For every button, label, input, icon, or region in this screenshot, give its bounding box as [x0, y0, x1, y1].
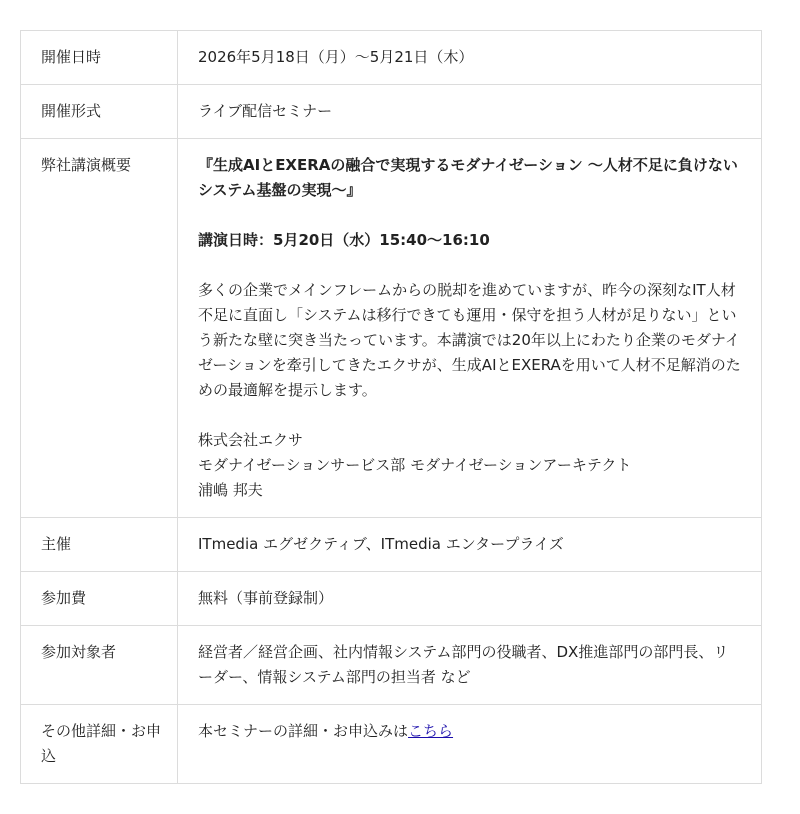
event-info-table — [20, 30, 762, 784]
table-row — [21, 518, 762, 572]
table-row — [21, 139, 762, 518]
session-title: 『生成AIとEXERAの融合で実現するモダナイゼーション 〜人材不足に負けないシステム基盤の実現〜』 — [198, 156, 738, 199]
row-value-format: ライブ配信セミナー — [178, 85, 762, 139]
spacer — [198, 253, 741, 278]
speaker-name: 浦嶋 邦夫 — [198, 481, 263, 499]
spacer — [198, 203, 741, 228]
row-label-organizer: 主催 — [21, 518, 178, 572]
row-value-fee: 無料（事前登録制） — [178, 572, 762, 626]
table-row — [21, 31, 762, 85]
table-row — [21, 572, 762, 626]
row-label-format: 開催形式 — [21, 85, 178, 139]
details-link[interactable]: こちら — [408, 722, 454, 740]
row-value-date: 2026年5月18日（月）〜5月21日（木） — [178, 31, 762, 85]
row-label-session-overview: 弊社講演概要 — [21, 139, 178, 518]
spacer — [198, 403, 741, 428]
event-info-container — [20, 30, 762, 784]
row-label-fee: 参加費 — [21, 572, 178, 626]
row-value-session-overview — [178, 139, 762, 518]
row-value-audience: 経営者／経営企画、社内情報システム部門の役職者、DX推進部門の部門長、リーダー、情報システム部門の担当者 など — [178, 626, 762, 705]
table-row — [21, 85, 762, 139]
row-label-details: その他詳細・お申込 — [21, 705, 178, 784]
speaker-department: モダナイゼーションサービス部 モダナイゼーションアーキテクト — [198, 456, 632, 474]
table-row — [21, 705, 762, 784]
row-value-organizer: ITmedia エグゼクティブ、ITmedia エンタープライズ — [178, 518, 762, 572]
speaker-company: 株式会社エクサ — [198, 431, 304, 449]
row-label-audience: 参加対象者 — [21, 626, 178, 705]
table-row — [21, 626, 762, 705]
session-description: 多くの企業でメインフレームからの脱却を進めていますが、昨今の深刻なIT人材不足に直面し「システムは移行できても運用・保守を担う人材が足りない」という新たな壁に突き当たっています。本講演では20年以上にわたり企業のモダナイゼーションを牽引してきたエクサが、生成AIとEXERAを用いて人材不足解消のための最適解を提示します。 — [198, 281, 741, 399]
row-value-details — [178, 705, 762, 784]
row-label-date: 開催日時 — [21, 31, 178, 85]
details-text: 本セミナーの詳細・お申込みは — [198, 722, 409, 740]
session-datetime: 講演日時：5月20日（水）15:40〜16:10 — [198, 231, 490, 249]
